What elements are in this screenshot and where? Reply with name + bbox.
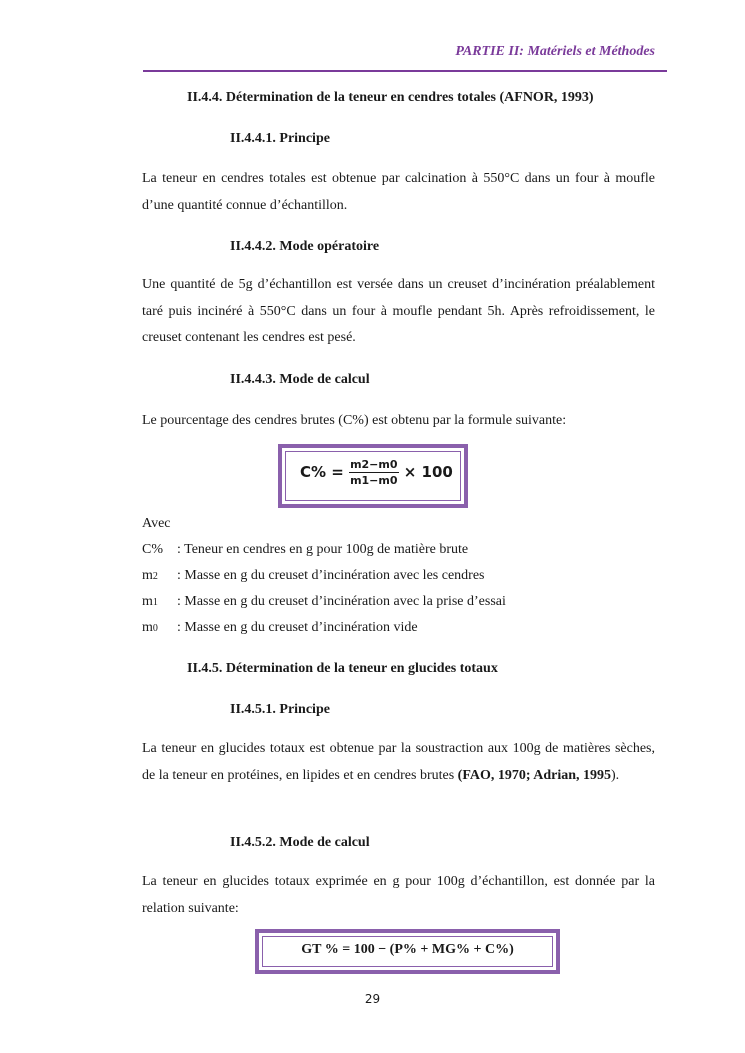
subsection-heading-principe: II.4.4.1. Principe <box>230 131 330 146</box>
definition-row <box>142 620 418 636</box>
section-heading-ii-4-5: II.4.5. Détermination de la teneur en glucides totaux <box>187 661 498 676</box>
formula-fraction <box>349 458 398 487</box>
formula-numerator: m2−m0 <box>350 458 398 471</box>
definition-text: : Teneur en cendres en g pour 100g de matière brute <box>177 542 469 557</box>
formula-cendres <box>300 458 453 487</box>
definition-symbol: m0 <box>142 620 158 635</box>
paragraph-relation-intro: La teneur en glucides totaux exprimée en g pour 100g d’échantillon, est donnée par la relation suivante: <box>142 874 655 916</box>
paragraph-principe-glucides: La teneur en glucides totaux est obtenue par la soustraction aux 100g de matières sèches, de la teneur en protéines, en lipides et en cendres brutes (FAO, 1970; Adrian, 1995). <box>142 741 655 783</box>
formula-box-cendres <box>278 444 468 508</box>
formula-glucides: GT % = 100 − (P% + MG% + C%) <box>301 942 514 957</box>
definition-row <box>142 594 506 610</box>
definition-symbol: m2 <box>142 568 158 583</box>
definition-symbol: m1 <box>142 594 158 609</box>
running-header: PARTIE II: Matériels et Méthodes <box>455 44 655 59</box>
definition-symbol: C% <box>142 542 163 557</box>
section-heading-ii-4-4: II.4.4. Détermination de la teneur en cendres totales (AFNOR, 1993) <box>187 90 594 105</box>
subsection-heading-principe-glucides: II.4.5.1. Principe <box>230 702 330 717</box>
subsection-heading-mode-operatoire: II.4.4.2. Mode opératoire <box>230 239 380 254</box>
citation-fao-adrian: (FAO, 1970; Adrian, 1995 <box>457 767 612 783</box>
definition-text: : Masse en g du creuset d’incinération avec les cendres <box>177 568 485 583</box>
avec-label: Avec <box>142 516 171 531</box>
definition-row <box>142 542 468 558</box>
formula-box-glucides <box>255 929 560 974</box>
page-number: 29 <box>364 992 381 1006</box>
subsection-heading-mode-calcul: II.4.4.3. Mode de calcul <box>230 372 370 387</box>
definition-row <box>142 568 485 584</box>
formula-lhs: C% = <box>300 463 344 481</box>
subsection-heading-mode-calcul-glucides: II.4.5.2. Mode de calcul <box>230 835 370 850</box>
definition-text: : Masse en g du creuset d’incinération avec la prise d’essai <box>177 594 506 609</box>
formula-denominator: m1−m0 <box>350 474 398 487</box>
paragraph-formule-intro: Le pourcentage des cendres brutes (C%) est obtenu par la formule suivante: <box>142 413 567 428</box>
formula-rhs: × 100 <box>403 463 453 481</box>
paragraph-mode-operatoire: Une quantité de 5g d’échantillon est versée dans un creuset d’incinération préalablement taré puis incinéré à 550°C dans un four à moufle pendant 5h. Après refroidissement, le creuset contenant les cendres est pesé. <box>142 277 655 345</box>
paragraph-principe-cendres: La teneur en cendres totales est obtenue par calcination à 550°C dans un four à moufle d’une quantité connue d’échantillon. <box>142 171 655 213</box>
header-rule <box>143 70 667 72</box>
definition-text: : Masse en g du creuset d’incinération vide <box>177 620 418 635</box>
